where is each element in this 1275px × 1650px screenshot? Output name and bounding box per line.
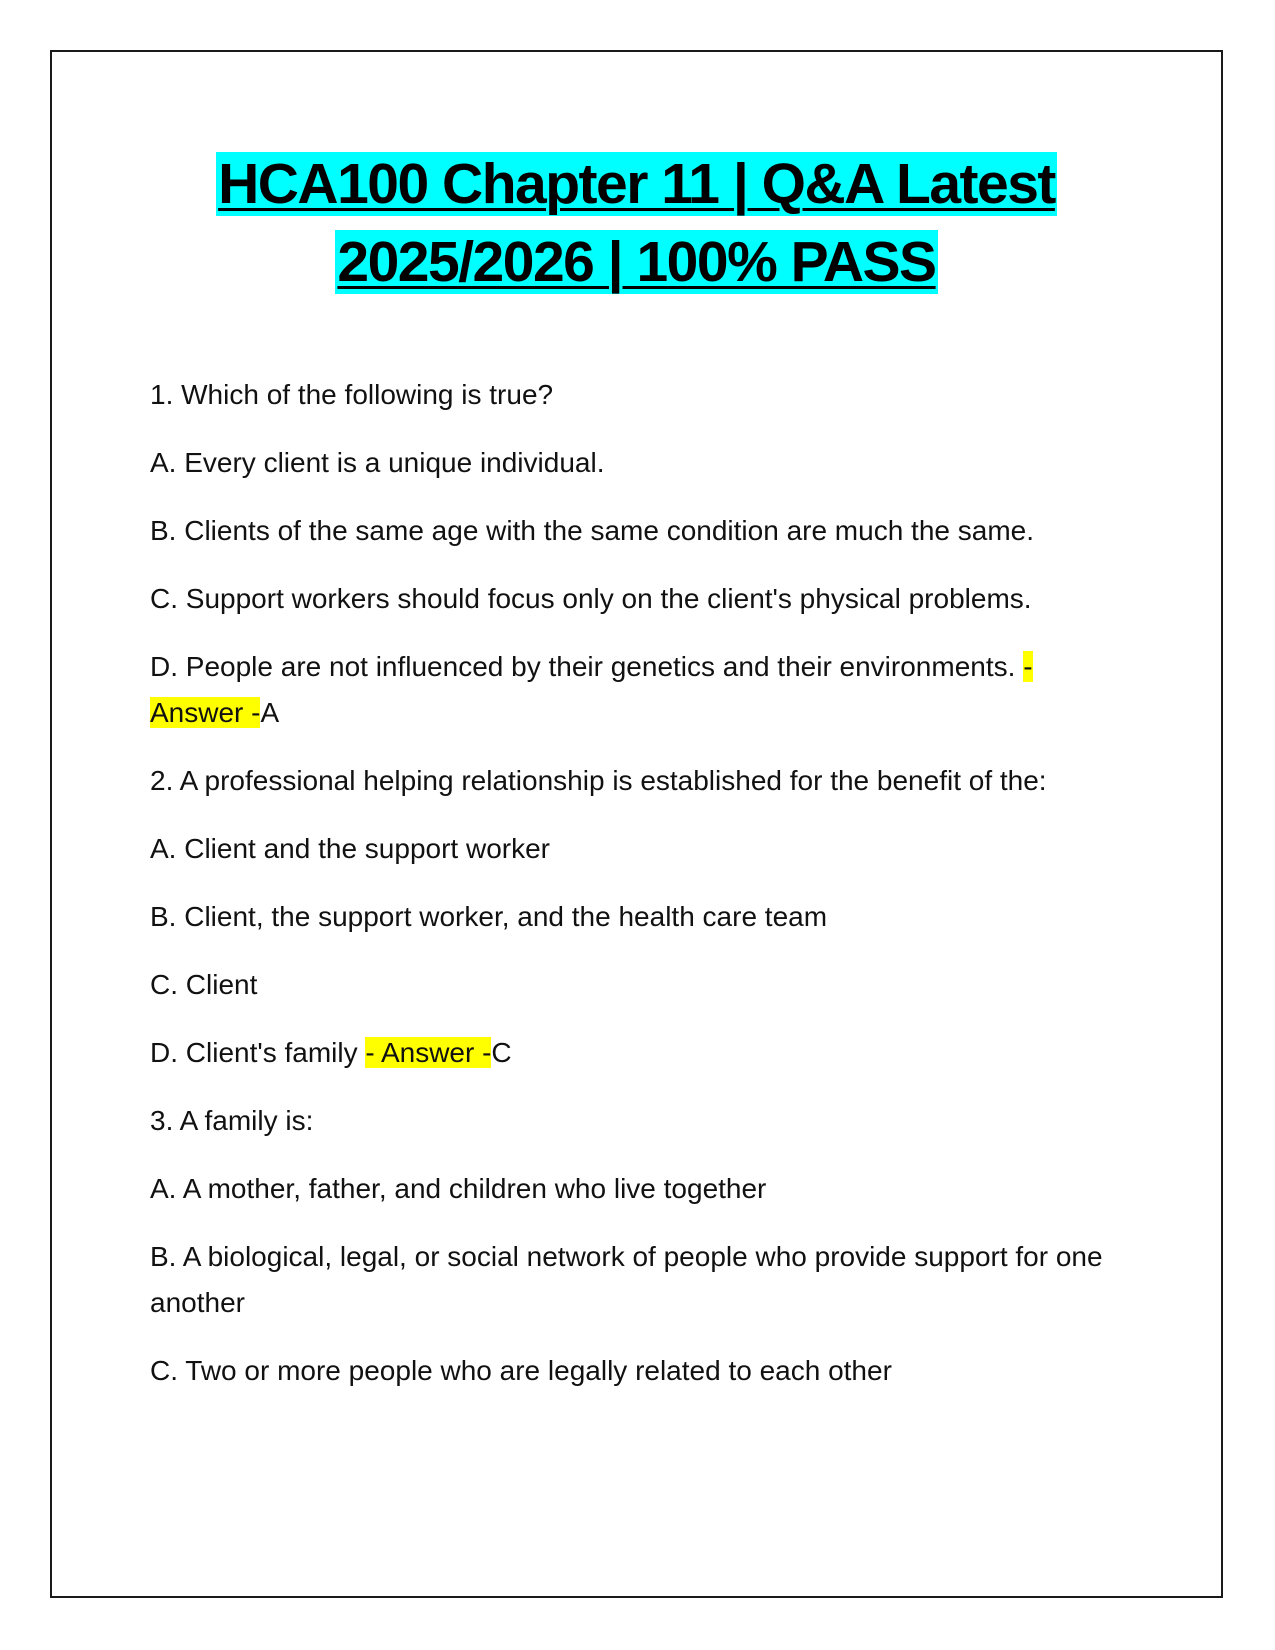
questions-content bbox=[150, 372, 1125, 1416]
question-text: 3. A family is: bbox=[150, 1105, 314, 1136]
correct-answer: C bbox=[491, 1037, 512, 1068]
answer-option-text: D. People are not influenced by their genetics and their environments. bbox=[150, 651, 1024, 682]
document-title bbox=[50, 145, 1223, 301]
answer-option-text: D. Client's family bbox=[150, 1037, 366, 1068]
question-text: 2. A professional helping relationship is established for the benefit of the: bbox=[150, 765, 1047, 796]
answer-option: A. Client and the support worker bbox=[150, 833, 550, 864]
answer-marker-highlight: - Answer - bbox=[150, 651, 1033, 728]
answer-option: B. A biological, legal, or social network of people who provide support for one another bbox=[150, 1241, 1103, 1318]
answer-option-with-answer bbox=[150, 1030, 1125, 1076]
answer-option: B. Clients of the same age with the same condition are much the same. bbox=[150, 515, 1035, 546]
answer-option: C. Support workers should focus only on the client's physical problems. bbox=[150, 583, 1032, 614]
answer-option-with-answer bbox=[150, 644, 1125, 736]
title-line-2: 2025/2026 | 100% PASS bbox=[337, 230, 936, 294]
answer-option: A. A mother, father, and children who live together bbox=[150, 1173, 767, 1204]
answer-option: C. Two or more people who are legally related to each other bbox=[150, 1355, 892, 1386]
answer-option: B. Client, the support worker, and the health care team bbox=[150, 901, 828, 932]
answer-marker-highlight: - Answer - bbox=[365, 1037, 492, 1068]
correct-answer: A bbox=[260, 697, 280, 728]
answer-option: C. Client bbox=[150, 969, 258, 1000]
answer-option: A. Every client is a unique individual. bbox=[150, 447, 605, 478]
question-text: 1. Which of the following is true? bbox=[150, 379, 554, 410]
title-line-1: HCA100 Chapter 11 | Q&A Latest bbox=[218, 152, 1055, 216]
